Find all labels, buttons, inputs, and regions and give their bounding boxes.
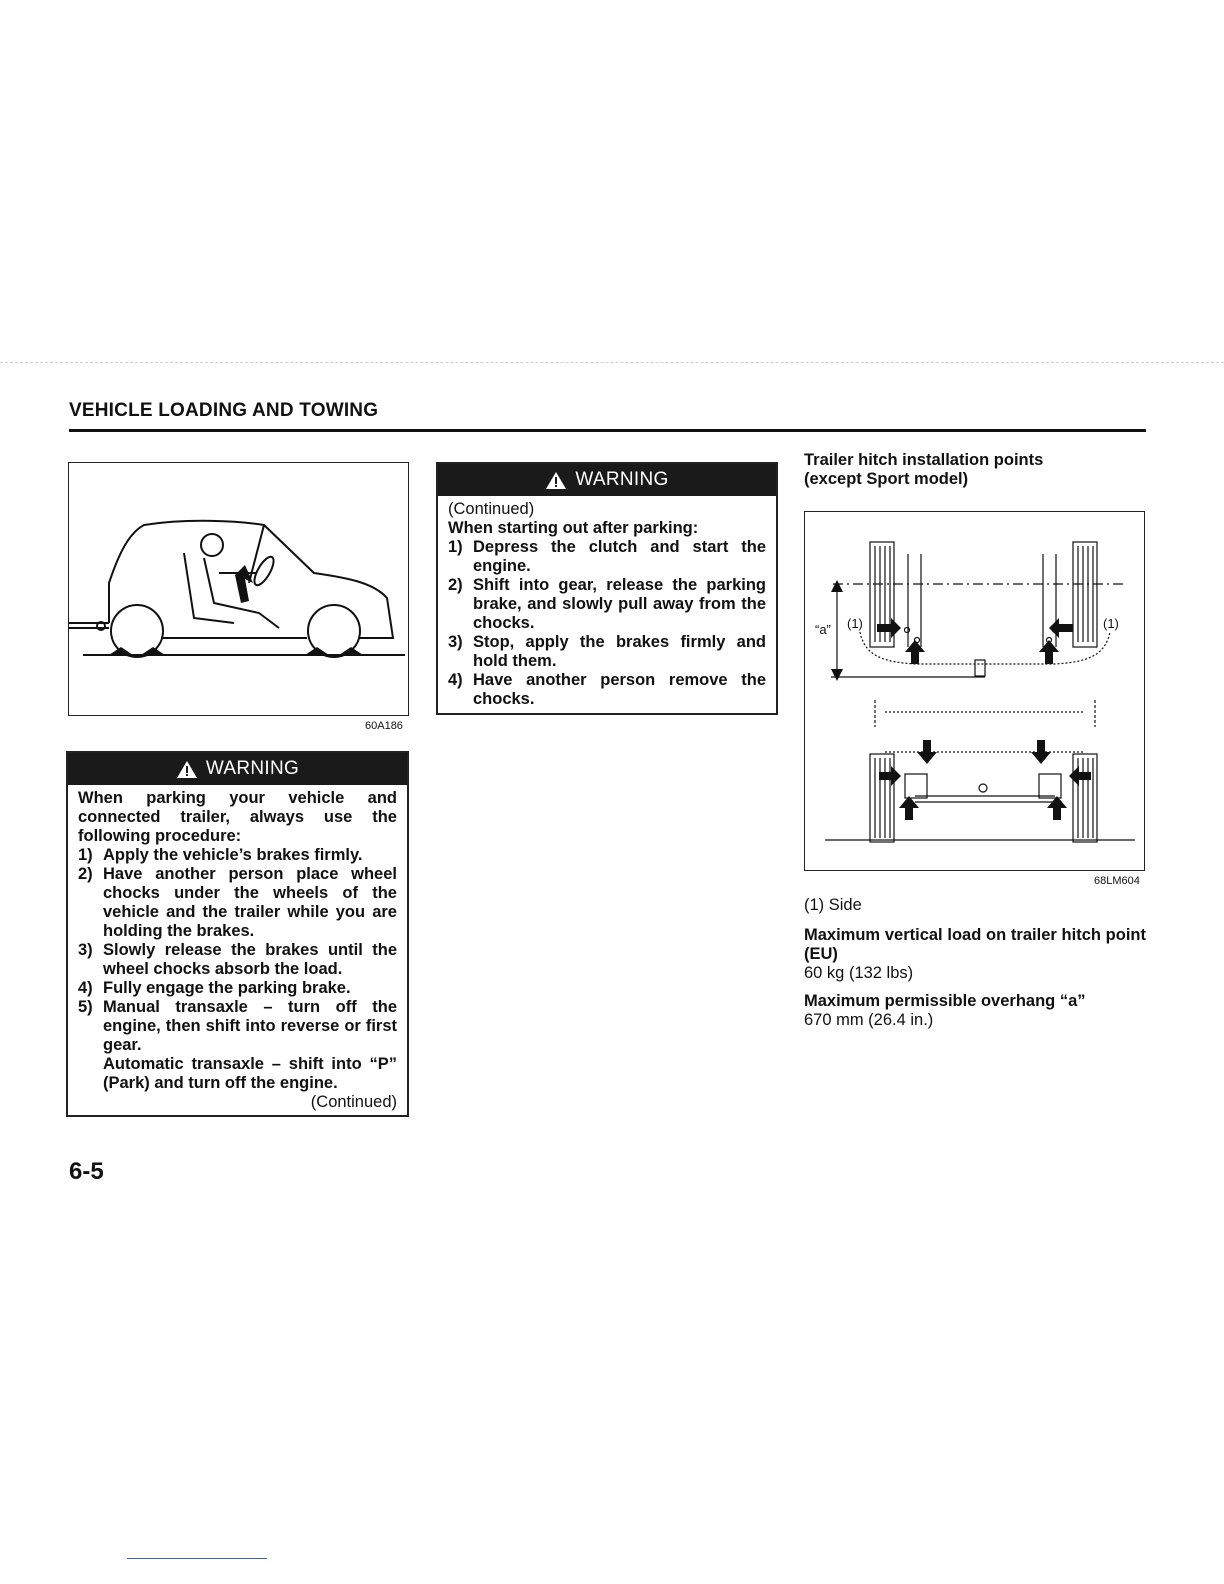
list-item: 3) Slowly release the brakes until the wheel chocks absorb the load. <box>78 941 397 978</box>
list-item: 1) Depress the clutch and start the engine. <box>448 538 766 575</box>
overhang-heading: Maximum permissible overhang “a” <box>804 992 1086 1010</box>
continued-note: (Continued) <box>448 500 535 518</box>
warning-label: WARNING <box>205 758 300 779</box>
list-item: 3) Stop, apply the brakes firmly and hold them. <box>448 633 766 670</box>
vertical-load-value: 60 kg (132 lbs) <box>804 964 914 982</box>
list-item: 5) Manual transaxle – turn off the engine, then shift into reverse or first gear. <box>78 998 397 1054</box>
section-title: VEHICLE LOADING AND TOWING <box>69 400 379 421</box>
overhang-value: 670 mm (26.4 in.) <box>804 1011 934 1029</box>
diagram-label-side-left: (1) <box>847 616 863 631</box>
car-driver-drawing <box>69 463 407 714</box>
list-item: 2) Shift into gear, release the parking brake, and slowly pull away from the chocks. <box>448 576 766 632</box>
warning-box-parking <box>66 751 409 1117</box>
list-item: 4) Have another person remove the chocks. <box>448 671 766 708</box>
header-rule <box>69 429 1146 432</box>
footer-line <box>127 1558 267 1559</box>
hitch-diagram <box>804 511 1145 871</box>
list-item: 4) Fully engage the parking brake. <box>78 979 351 997</box>
warning-triangle-icon <box>176 760 198 779</box>
parking-illustration <box>68 462 409 716</box>
list-item: 1) Apply the vehicle’s brakes firmly. <box>78 846 363 864</box>
hitch-points-drawing <box>805 512 1143 869</box>
figure-legend: (1) Side <box>804 896 862 914</box>
overhang-block <box>804 992 1146 1030</box>
vertical-load-block <box>804 926 1146 983</box>
warning-header <box>438 464 776 496</box>
warning-intro: When parking your vehicle and connected trailer, always use the following procedure: <box>78 789 397 845</box>
hitch-points-title: Trailer hitch installation points (except Sport model) <box>804 451 1044 488</box>
page-number: 6-5 <box>69 1158 104 1185</box>
warning-intro: When starting out after parking: <box>448 519 699 537</box>
diagram-label-a: “a” <box>815 622 831 637</box>
scan-artifact-line <box>0 362 1224 364</box>
vertical-load-heading: Maximum vertical load on trailer hitch point (EU) <box>804 926 1146 963</box>
warning-triangle-icon <box>545 471 567 490</box>
list-item: Automatic transaxle – shift into “P” (Park) and turn off the engine. <box>103 1055 397 1092</box>
figure-code-right: 68LM604 <box>1094 875 1140 887</box>
warning-label: WARNING <box>575 469 669 490</box>
parking-steps <box>78 846 397 1093</box>
starting-steps <box>448 538 766 709</box>
warning-box-starting <box>436 462 778 715</box>
figure-code-left: 60A186 <box>365 720 403 732</box>
continued-note: (Continued) <box>310 1093 397 1111</box>
diagram-label-side-right: (1) <box>1103 616 1119 631</box>
warning-header <box>68 753 407 785</box>
list-item: 2) Have another person place wheel chocks under the wheels of the vehicle and the trailer while you are holding the brakes. <box>78 865 397 940</box>
